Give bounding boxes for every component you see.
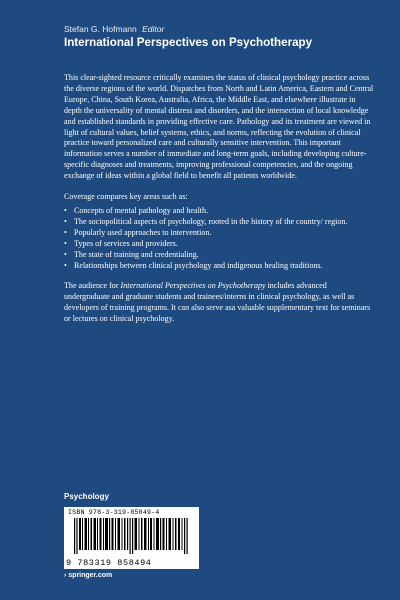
- publisher-website-link[interactable]: › springer.com: [64, 572, 113, 579]
- cover-header: [64, 24, 380, 50]
- coverage-item: • Concepts of mental pathology and health.: [64, 206, 374, 217]
- coverage-list: [64, 206, 374, 271]
- audience-book-title: International Perspectives on Psychotherapy: [120, 281, 266, 291]
- book-title: International Perspectives on Psychotherapy: [64, 36, 313, 49]
- coverage-item: • Relationships between clinical psychology and indigenous healing traditions.: [64, 261, 374, 272]
- coverage-item: • Types of services and providers.: [64, 239, 374, 250]
- coverage-item: • Popularly used approaches to intervention.: [64, 228, 374, 239]
- blurb-content: [64, 73, 374, 335]
- coverage-item: • The state of training and credentialing.: [64, 250, 374, 261]
- editor-name: Stefan G. Hofmann: [64, 24, 137, 34]
- editor-line: [64, 24, 380, 35]
- coverage-intro: Coverage compares key areas such as:: [64, 192, 188, 202]
- coverage-item: • The sociopolitical aspects of psychology, rooted in the history of the country/ region.: [64, 217, 374, 228]
- cover-footer: [64, 492, 199, 579]
- editor-role: Editor: [142, 24, 165, 34]
- barcode-icon: [74, 518, 192, 554]
- barcode-box: [64, 507, 199, 569]
- isbn-text: ISBN 978-3-319-85849-4: [68, 509, 160, 516]
- description-paragraph: This clear-sighted resource critically examines the status of clinical psychology practice across the diverse regions of the world. Dispatches from North and Latin America, Eastern and Central Europe, China, South Korea, Australia, Africa, the Middle East, and elsewhere illustrate in depth the universality of mental distress and disorders, and the intersection of local knowledge and established standards in providing effective care. Pathology and its treatment are viewed in light of cultural values, belief systems, ethics, and norms, reflecting the evolution of clinical practice toward personalized care and culturally sensitive intervention. This important information serves a number of immediate and long-term goals, including developing culture-specific diagnoses and treatments, improving professional competencies, and the ongoing exchange of ideas within a global field to benefit all patients worldwide.: [64, 73, 374, 181]
- audience-text-end: includes advanced undergraduate and graduate students and trainees/interns in clinical psychology, as well as developers of training programs. It can also serve asa valuable supplementary text for seminars or lectures on clinical psychology.: [64, 281, 371, 324]
- audience-text-start: The audience for: [64, 281, 121, 291]
- audience-paragraph: [64, 281, 374, 325]
- subject-category: Psychology: [64, 492, 109, 501]
- barcode-digits: 9 783319 858494: [66, 558, 152, 568]
